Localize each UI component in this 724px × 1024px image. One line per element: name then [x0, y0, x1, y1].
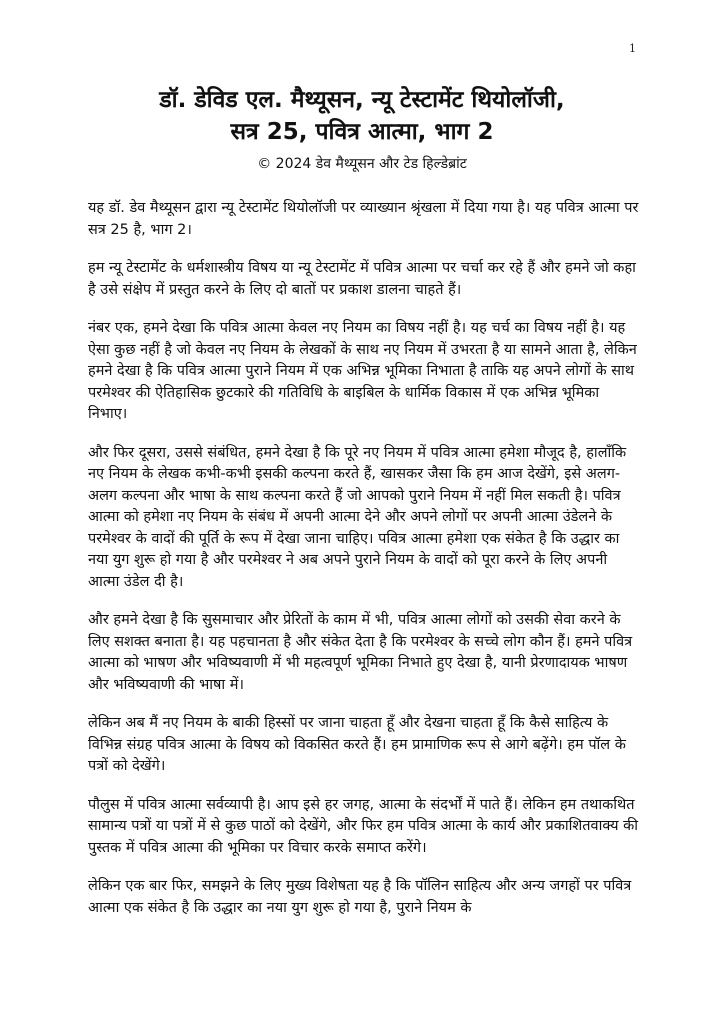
paragraph-7: पौलुस में पवित्र आत्मा सर्वव्यापी है। आप इसे हर जगह, आत्मा के संदर्भों में पाते हैं। लेकिन हम तथाकथित सामान्य पत्रों या पत्रों में से कुछ पाठों को देखेंगे, और फिर हम पवित्र आत्मा के कार्य और प्रकाशितवाक्य की पुस्तक में पवित्र आत्मा की भूमिका पर विचार करके समाप्त करेंगे।: [88, 796, 639, 856]
paragraph-6: लेकिन अब मैं नए नियम के बाकी हिस्सों पर जाना चाहता हूँ और देखना चाहता हूँ कि कैसे साहित्य के विभिन्न संग्रह पवित्र आत्मा के विषय को विकसित करते हैं। हम प्रामाणिक रूप से आगे बढ़ेंगे। हम पॉल के पत्रों को देखेंगे।: [88, 715, 626, 774]
paragraph-3: नंबर एक, हमने देखा कि पवित्र आत्मा केवल नए नियम का विषय नहीं है। यह चर्च का विषय नहीं है। यह ऐसा कुछ नहीं है जो केवल नए नियम के लेखकों के साथ नए नियम में उभरता है या सामने आता है, लेकिन हमने देखा है कि पवित्र आत्मा पुराने नियम में एक अभिन्न भूमिका निभाता है ताकि यह अपने लोगों के साथ परमेश्वर की ऐतिहासिक छुटकारे की गतिविधि के बाइबिल के धार्मिक विकास में एक अभिन्न भूमिका निभाए।: [88, 320, 637, 422]
paragraph-8: लेकिन एक बार फिर, समझने के लिए मुख्य विशेषता यह है कि पॉलिन साहित्य और अन्य जगहों पर पवित्र आत्मा एक संकेत है कि उद्धार का नया युग शुरू हो गया है, पुराने नियम के: [88, 878, 632, 916]
title-line-1: डॉ. डेविड एल. मैथ्यूसन, न्यू टेस्टामेंट थियोलॉजी,: [159, 87, 565, 113]
title-line-2: सत्र 25, पवित्र आत्मा, भाग 2: [230, 119, 494, 145]
copyright-line: © 2024 डेव मैथ्यूसन और टेड हिल्डेब्रांट: [257, 156, 467, 172]
paragraph-4: और फिर दूसरा, उससे संबंधित, हमने देखा है कि पूरे नए नियम में पवित्र आत्मा हमेशा मौजूद है, हालाँकि नए नियम के लेखक कभी-कभी इसकी कल्पना करते हैं, खासकर जैसा कि हम आज देखेंगे, इसे अलग-अलग कल्पना और भाषा के साथ कल्पना करते हैं जो आपको पुराने नियम में नहीं मिल सकती है। पवित्र आत्मा को हमेशा नए नियम के संबंध में अपनी आत्मा देने और अपने लोगों पर अपनी आत्मा उंडेलने के परमेश्वर के वादों की पूर्ति के रूप में देखा जाना चाहिए। पवित्र आत्मा हमेशा एक संकेत है कि उद्धार का नया युग शुरू हो गया है और परमेश्वर ने अब अपने पुराने नियम के वादों को पूरा करने के लिए अपनी आत्मा उंडेल दी है।: [88, 444, 627, 590]
paragraph-5: और हमने देखा है कि सुसमाचार और प्रेरितों के काम में भी, पवित्र आत्मा लोगों को उसकी सेवा करने के लिए सशक्त बनाता है। यह पहचानता है और संकेत देता है कि परमेश्वर के सच्चे लोग कौन हैं। हमने पवित्र आत्मा को भाषण और भविष्यवाणी में भी महत्वपूर्ण भूमिका निभाते हुए देखा है, यानी प्रेरणादायक भाषण और भविष्यवाणी की भाषा में।: [88, 612, 633, 693]
paragraph-1: यह डॉ. डेव मैथ्यूसन द्वारा न्यू टेस्टामेंट थियोलॉजी पर व्याख्यान श्रृंखला में दिया गया है। यह पवित्र आत्मा पर सत्र 25 है, भाग 2।: [88, 200, 639, 238]
paragraph-2: हम न्यू टेस्टामेंट के धर्मशास्त्रीय विषय या न्यू टेस्टामेंट में पवित्र आत्मा पर चर्चा कर रहे हैं और हमने जो कहा है उसे संक्षेप में प्रस्तुत करने के लिए दो बातों पर प्रकाश डालना चाहते हैं।: [88, 260, 636, 298]
page-number: 1: [629, 42, 636, 55]
document-title: [0, 84, 724, 148]
body-text: [88, 198, 640, 936]
